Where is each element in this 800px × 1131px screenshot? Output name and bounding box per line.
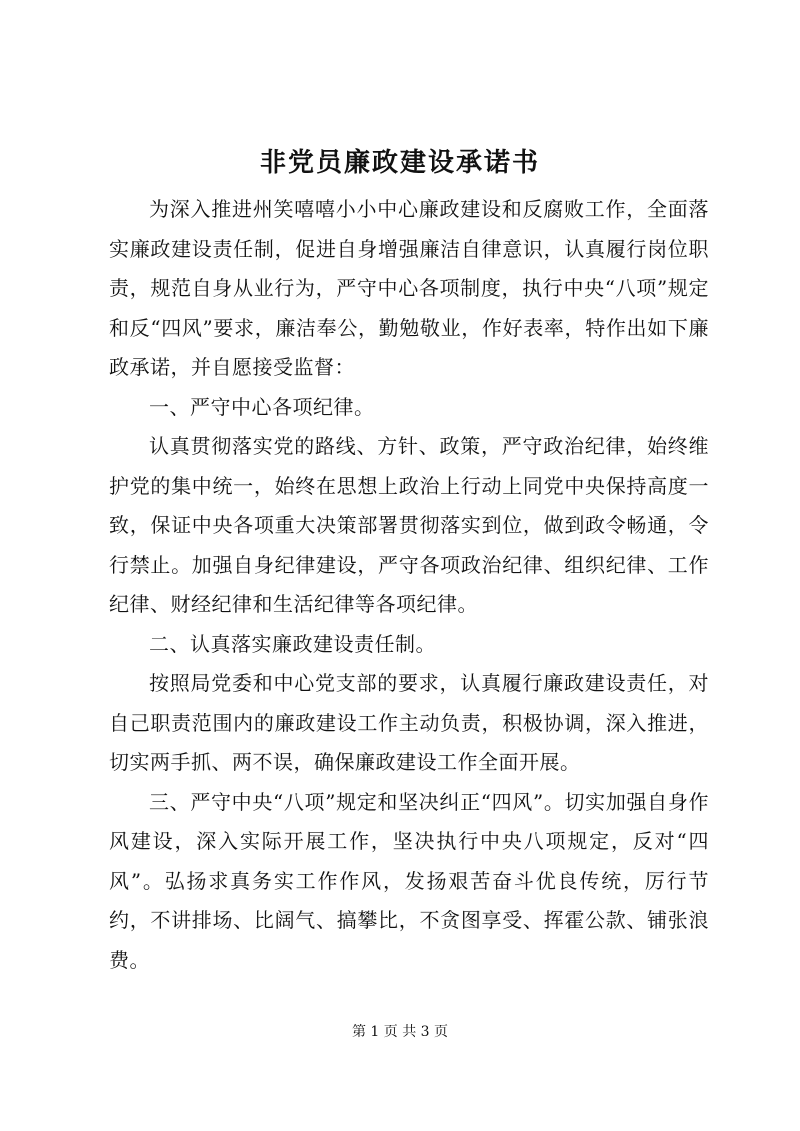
paragraph-section-2: 按照局党委和中心党支部的要求，认真履行廉政建设责任，对自己职责范围内的廉政建设工作主动负责，积极协调，深入推进，切实两手抓、两不误，确保廉政建设工作全面开展。	[109, 671, 709, 774]
paragraph-section-3: 三、严守中央“八项”规定和坚决纠正“四风”。切实加强自身作风建设，深入实际开展工作，坚决执行中央八项规定，反对“四风”。弘扬求真务实工作作风，发扬艰苦奋斗优良传统，厉行节约，不讲排场、比阔气、搞攀比，不贪图享受、挥霍公款、铺张浪费。	[109, 789, 709, 972]
section-heading-2: 二、认真落实廉政建设责任制。	[149, 631, 436, 656]
paragraph-section-1: 认真贯彻落实党的路线、方针、政策，严守政治纪律，始终维护党的集中统一，始终在思想上政治上行动上同党中央保持高度一致，保证中央各项重大决策部署贯彻落实到位，做到政令畅通，令行禁止。加强自身纪律建设，严守各项政治纪律、组织纪律、工作纪律、财经纪律和生活纪律等各项纪律。	[109, 434, 709, 616]
document-title: 非党员廉政建设承诺书	[259, 148, 540, 178]
page-footer: 第 1 页 共 3 页	[351, 1024, 449, 1040]
paragraph-intro: 为深入推进州笑嘻嘻小小中心廉政建设和反腐败工作，全面落实廉政建设责任制，促进自身增强廉洁自律意识，认真履行岗位职责，规范自身从业行为，严守中心各项制度，执行中央“八项”规定和反“四风”要求，廉洁奉公，勤勉敬业，作好表率，特作出如下廉政承诺，并自愿接受监督：	[109, 197, 709, 379]
section-heading-1: 一、严守中心各项纪律。	[149, 394, 375, 419]
document-body	[109, 190, 709, 980]
